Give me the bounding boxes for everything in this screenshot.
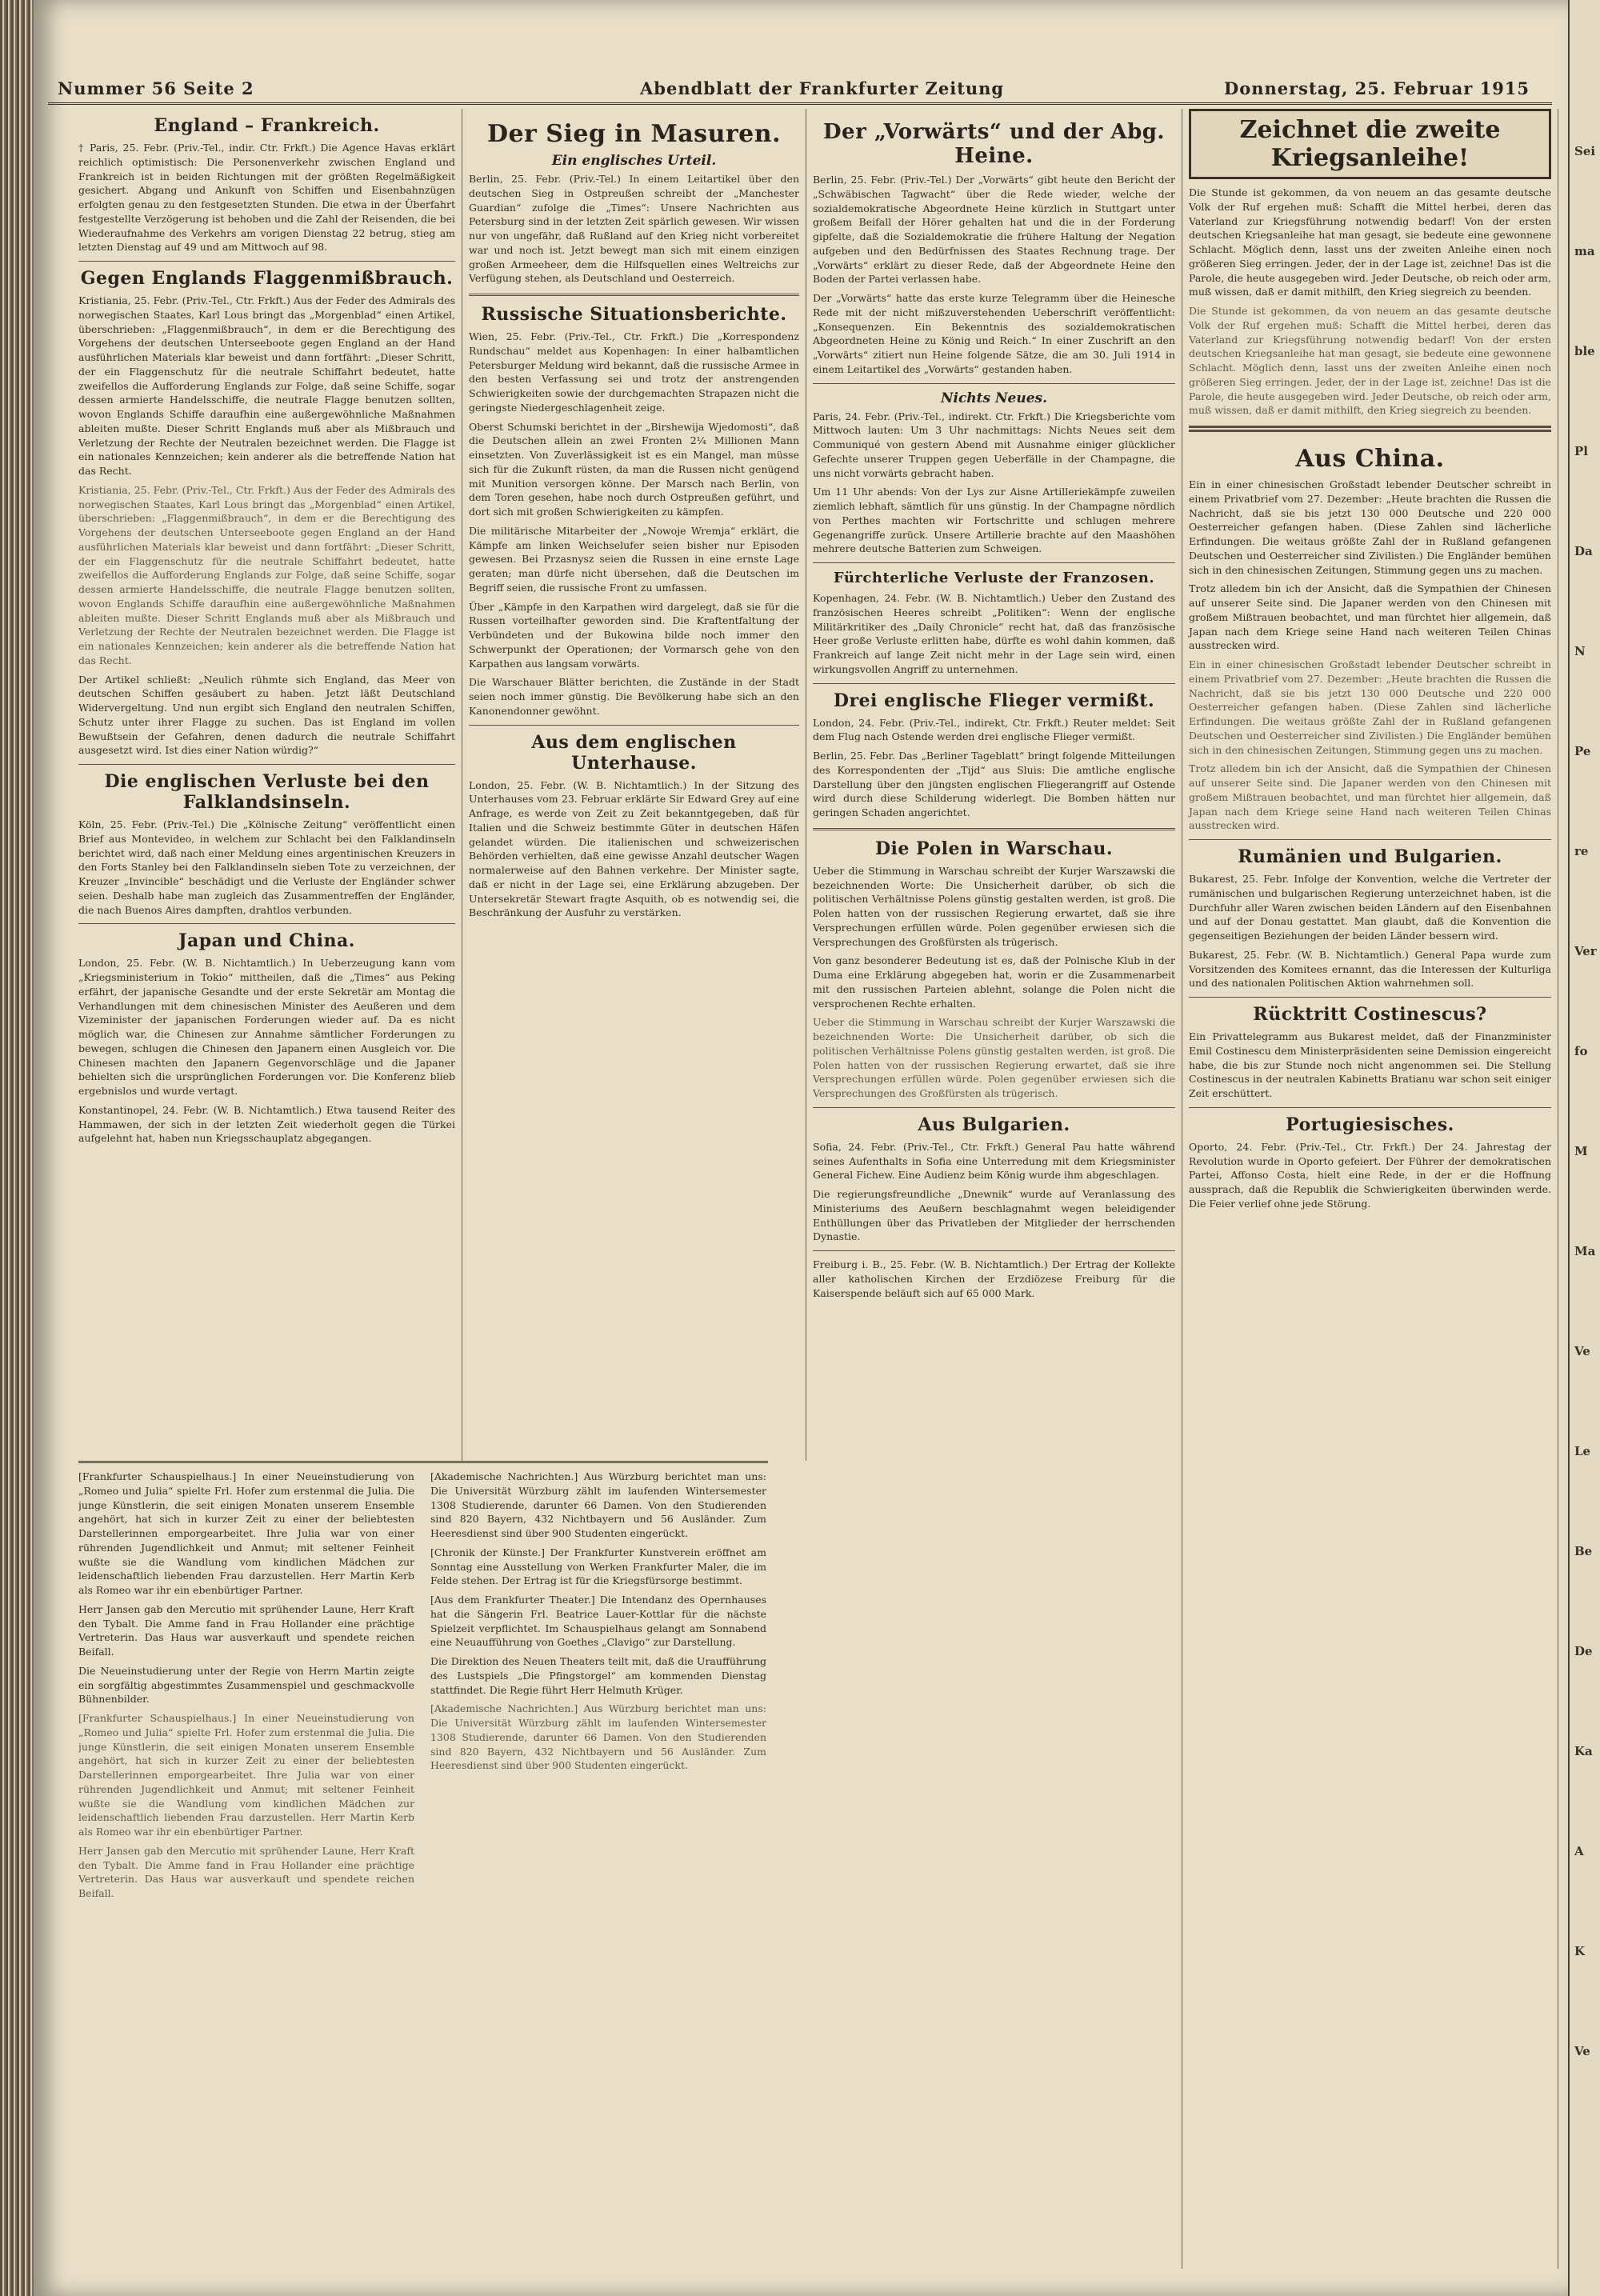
divider — [813, 828, 1175, 830]
heading-bulgarien: Aus Bulgarien. — [918, 1114, 1070, 1135]
article-kriegsanleihe-cont: Die Stunde ist gekommen, da von neuem an das gesamte deutsche Volk der Ruf ergehen muß: Schafft die Mittel herbei, deren das Vaterland zur Kriegsführung notwendig bedarf! Von der ersten deutschen Kriegsanleihe hat man gesagt, sie bedeute eine gewonnene Schlacht. Möglich denn, lasst uns der zweiten Anleihe einen noch größeren Sieg erringen. Jeder, der in der Lage ist, zeichne! Das ist die Parole, die heute ausgegeben wird. Jeder Deutsche, ob reich oder arm, muß wissen, daß er damit mithilft, den Krieg siegreich zu beenden. — [1189, 305, 1551, 417]
article-rumaenien-2: Bukarest, 25. Febr. (W. B. Nichtamtlich.) General Papa wurde zum Vorsitzenden des Komitees ernannt, das die Interessen der Kulturliga und des nationalen Politischen Aktion wahrnehmen soll. — [1189, 948, 1551, 990]
heading-unterhaus: Aus dem englischen Unterhause. — [531, 731, 737, 774]
feuilleton-column-2 — [430, 1470, 766, 2270]
next-page-fragment: K — [1574, 1944, 1586, 1958]
heading-verluste: Fürchterliche Verluste der Franzosen. — [833, 570, 1155, 586]
article-flieger-2: Berlin, 25. Febr. Das „Berliner Tageblatt“ bringt folgende Mitteilungen des Korrespondenten der „Tijd“ aus Sluis: Die amtliche englische Darstellung über den jüngsten englischen Fliegerangriff auf Ostende wird durch diese Schilderung widerlegt. Die Bomben hätten nur geringen Schaden angerichtet. — [813, 750, 1175, 818]
feuilleton-theater: [Aus dem Frankfurter Theater.] Die Intendanz des Opernhauses hat die Sängerin Frl. Beatrice Lauer-Kottlar für die nächste Spielzeit verpflichtet. Im Schauspielhaus gelangt am Sonnabend eine Neuaufführung von Goethes „Clavigo“ zur Darstellung. — [430, 1594, 766, 1649]
column-4 — [1182, 109, 1558, 2269]
book-binding — [0, 0, 34, 2296]
next-page-fragment: Ver — [1574, 944, 1597, 958]
divider — [469, 725, 799, 726]
subheading-urteil: Ein englisches Urteil. — [551, 153, 717, 169]
article-england: † Paris, 25. Febr. (Priv.-Tel., indir. Ctr. Frkft.) Die Agence Havas erklärt reichlich optimistisch: Die Personenverkehr zwischen England und Frankreich ist in beiden Richtungen mit der größten Regelmäßigkeit gesichert. Abgang und Ankunft von Schiffen und Eisenbahnzügen erfolgten genau zu den festgesetzten Stunden. Die etwa in der Überfahrt festgestellte Verzögerung ist behoben und die Zahl der Reisenden, die bei Wiederaufnahme des Verkehrs am vorigen Dienstag 22 betrug, stieg am letzten Dienstag auf 49 und am Mittwoch auf 98. — [78, 142, 455, 254]
column-1 — [72, 109, 462, 1461]
page-number: Nummer 56 Seite 2 — [58, 78, 254, 98]
article-unterhaus: London, 25. Febr. (W. B. Nichtamtlich.) In der Sitzung des Unterhauses vom 23. Februar erklärte Sir Edward Grey auf eine Anfrage, es werde von Zeit zu Zeit bekanntgegeben, daß für Italien und die Schweiz bestimmte Güter in deutschen Häfen gelandet würden. Die italienischen und schweizerischen Behörden verhielten, daß eine gewisse Anzahl deutscher Wagen normalerweise auf den Bahnen verkehre. Der Minister sagte, daß er nicht in der Lage sei, eine Erklärung abzugeben. Der Untersekretär Stewart fragte Asquith, ob es notwendig sei, die Beschränkung der Ausfuhr zu verstärken. — [469, 778, 799, 919]
heading-nichts-neues: Nichts Neues. — [940, 390, 1048, 406]
heading-vorwaerts: Der „Vorwärts“ und der Abg. Heine. — [823, 120, 1165, 168]
article-russ-5: Die Warschauer Blätter berichten, die Zustände in der Stadt seien noch immer günstig. Die Bevölkerung habe sich an den Kanonendonner gewöhnt. — [469, 676, 799, 717]
divider — [1189, 839, 1551, 840]
article-russ-3: Die militärische Mitarbeiter der „Nowoje Wremja“ erklärt, die Kämpfe am linken Weichselufer seien bisher nur Episoden gewesen. Bei Przasnysz seien die Russen in eine ernste Lage geraten; man dürfe nicht übersehen, daß die Deutschen im Begriff seien, die russische Front zu umfassen. — [469, 524, 799, 594]
next-page-fragment: re — [1574, 844, 1589, 858]
next-page-fragment: N — [1574, 644, 1586, 658]
next-page-fragment: Ma — [1574, 1244, 1596, 1258]
feuilleton-akademisch: [Akademische Nachrichten.] Aus Würzburg berichtet man uns: Die Universität Würzburg zählt im laufenden Wintersemester 1308 Studierende, darunter 66 Damen. Von den Studierenden sind 820 Bayern, 432 Nichtbayern und 56 Ausländer. Zum Heeresdienst sind über 900 Studenten eingerückt. — [430, 1470, 766, 1539]
divider — [1189, 426, 1551, 432]
feuilleton-section — [78, 1461, 768, 2279]
feuilleton-neues-theater: Die Direktion des Neuen Theaters teilt mit, daß die Uraufführung des Lustspiels „Die Pfingstorgel“ am kommenden Dienstag stattfindet. Die Regie führt Herr Helmuth Krüger. — [430, 1655, 766, 1696]
heading-polen: Die Polen in Warschau. — [874, 838, 1114, 859]
newspaper-title: Abendblatt der Frankfurter Zeitung — [640, 78, 1005, 98]
article-china-2: Trotz alledem bin ich der Ansicht, daß die Sympathien der Chinesen auf unserer Seite sind. Die Japaner werden von den Chinesen mit großem Mißtrauen beobachtet, und man fürchtet hier allgemein, daß Japan nach dem Kriege seine Hand nach weiteren Teilen Chinas ausstrecken wird. — [1189, 582, 1551, 652]
article-polen-3: Ueber die Stimmung in Warschau schreibt der Kurjer Warszawski die bezeichnenden Worte: Die Unsicherheit darüber, ob sich die politischen Verhältnisse Polens günstig gestalten werden, ist groß. Die Polen hatten von der russischen Regierung erwartet, daß sie ihre Versprechungen erfüllen würde. Polen gegenüber erwiesen sich die Versprechungen des Großfürsten als trügerisch. — [813, 1016, 1175, 1099]
article-freiburg: Freiburg i. B., 25. Febr. (W. B. Nichtamtlich.) Der Ertrag der Kollekte aller katholischen Kirchen der Erzdiözese Freiburg für die Kaiserspende beläuft sich auf 65 000 Mark. — [813, 1258, 1175, 1299]
column-3 — [806, 109, 1182, 2269]
kriegsanleihe-banner: Zeichnet die zweite Kriegsanleihe! — [1189, 109, 1551, 179]
next-page-fragment: Be — [1574, 1544, 1593, 1558]
article-china-1: Ein in einer chinesischen Großstadt lebender Deutscher schreibt in einem Privatbrief vom 27. Dezember: „Heute brachten die Russen die Nachricht, daß sie bis jetzt 130 000 Deutsche und 220 000 Oesterreicher gefangen haben. (Diese Zahlen sind lächerliche Erfindungen. Die weitaus größte Zahl der in Rußland gefangenen Deutschen und Oesterreicher sind Zivilisten.) Die Engländer bemühen sich in den chinesischen Zeitungen, Stimmung gegen uns zu machen. — [1189, 478, 1551, 576]
article-japan-china: London, 25. Febr. (W. B. Nichtamtlich.) In Ueberzeugung kann vom „Kriegsministerium in Tokio“ mittheilen, daß die „Times“ aus Peking erfährt, der japanische Gesandte und der erste Sekretär am Montag die Verhandlungen mit dem chinesischen Minister des Aeußeren und dem Vizeminister der japanischen Forderungen wieder auf. Da es nicht möglich war, die Chinesen zur Annahme sämtlicher Forderungen zu bewegen, schlugen die Chinesen den Japanern einen Ausgleich vor. Die Chinesen machten den Japanern Gegenvorschläge und die Japaner behielten sich die ursprünglichen Forderungen vor. Die Konferenz blieb ergebnislos und wurde vertagt. — [78, 957, 455, 1097]
heading-falkland: Die englischen Verluste bei den Falklandsinseln. — [104, 771, 430, 813]
article-vorwaerts-2: Der „Vorwärts“ hatte das erste kurze Telegramm über die Heinesche Rede mit der nicht mißzuverstehenden Ueberschrift veröffentlicht: „Konsequenzen. Ein Bekenntnis des sozialdemokratischen Abgeordneten Heine zu König und Reich.“ In einer Zuschrift an den „Vorwärts“ zitiert nun Heine folgende Sätze, die am 30. Juli 1914 in einem Leitartikel des „Vorwärts“ gestanden haben. — [813, 292, 1175, 375]
next-page-fragment: De — [1574, 1644, 1593, 1658]
divider — [813, 683, 1175, 684]
heading-china: Aus China. — [1295, 445, 1445, 473]
newspaper-page — [34, 0, 1568, 2296]
article-flaggen-cont: Kristiania, 25. Febr. (Priv.-Tel., Ctr. Frkft.) Aus der Feder des Admirals des norwegischen Staates, Karl Lous bringt das „Morgenblad“ einen Artikel, überschrieben: „Flaggenmißbrauch“, in dem er die Berechtigung des Vorgehens der deutschen Unterseeboote gegen England an der Hand ausführlichen Materials klar beweist und dann fortfährt: „Dieser Schritt, der ein Flaggenschutz für die neutrale Schiffahrt bedeutet, hatte zweifellos die Aufforderung Englands zur Folge, daß seine Schiffe, sogar dessen armierte Handelsschiffe, die neutrale Flagge benutzen sollten, wovon Englands Schiffe daraufhin eine außergewöhnliche Maßnahmen ableiten mußte. Dieser Schritt Englands muß aber als Mißbrauch und Verletzung der Rechte der Neutralen bezeichnet werden. Die Flagge ist ein nationales Kennzeichen; kein anderer als die betreffende Nation hat das Recht. — [78, 483, 455, 666]
feuilleton-column-1 — [78, 1470, 414, 2270]
heading-flieger: Drei englische Flieger vermißt. — [833, 690, 1155, 711]
article-russ-2: Oberst Schumski berichtet in der „Birshewija Wjedomosti“, daß die Deutschen allein an zwei Fronten 2¼ Millionen Mann einsetzten. Von Zuverlässigkeit ist es ein Mangel, man müsse sich für die Zukunft rüsten, da man die Russen nicht genügend mit Munition versorgen könne. Der Marsch nach Berlin, von dem Toren gesehen, habe noch durch Ostpreußen geführt, und dort sich mit großen Schwierigkeiten zu kämpfen. — [469, 420, 799, 518]
article-kriegsanleihe: Die Stunde ist gekommen, da von neuem an das gesamte deutsche Volk der Ruf ergehen muß: Schafft die Mittel herbei, deren das Vaterland zur Kriegsführung notwendig bedarf! Von der ersten deutschen Kriegsanleihe hat man gesagt, sie bedeute eine gewonnene Schlacht. Möglich denn, lasst uns der zweiten Anleihe einen noch größeren Sieg erringen. Jeder, der in der Lage ist, zeichne! Das ist die Parole, die heute ausgegeben wird. Jeder Deutsche, ob reich oder arm, muß wissen, daß er damit mithilft, den Krieg siegreich zu beenden. — [1189, 186, 1551, 298]
next-page-fragment: ble — [1574, 344, 1595, 358]
divider — [1189, 997, 1551, 998]
article-portugiesisches: Oporto, 24. Febr. (Priv.-Tel., Ctr. Frkft.) Der 24. Jahrestag der Revolution wurde in Oporto gefeiert. Der Führer der demokratischen Partei, Affonso Costa, hielt eine Rede, in der er die Hoffnung aussprach, daß die Republik die Schwierigkeiten überwinden werde. Die Feier verlief ohne jede Störung. — [1189, 1140, 1551, 1210]
feuilleton-schauspielhaus-3: Die Neueinstudierung unter der Regie von Herrn Martin zeigte ein sorgfältig abgestimmtes Zusammenspiel und geschmackvolle Bühnenbilder. — [78, 1664, 414, 1706]
heading-costinescu: Rücktritt Costinescus? — [1253, 1004, 1487, 1025]
divider — [813, 383, 1175, 384]
divider — [813, 1250, 1175, 1251]
article-bulgarien-2: Die regierungsfreundliche „Dnewnik“ wurde auf Veranlassung des Ministeriums des Aeußern beschlagnahmt wegen beleidigender Enthüllungen über das Privatleben der Mitglieder der herrschenden Dynastie. — [813, 1188, 1175, 1243]
article-falkland: Köln, 25. Febr. (Priv.-Tel.) Die „Kölnische Zeitung“ veröffentlicht einen Brief aus Montevideo, in welchem zur Schlacht bei den Falklandinseln berichtet wird, daß nach einer Meldung eines argentinischen Kreuzers in den Forts Stanley bei den Falklandinseln sieben Tote zu verzeichnen, der Kreuzer „Invincible“ beschädigt und die Verluste der Engländer schwer seien. Deshalb habe man zugleich das Zusammentreffen der Engländer, die nach Buenos Aires dampften, drahtlos verbunden. — [78, 818, 455, 916]
article-polen-1: Ueber die Stimmung in Warschau schreibt der Kurjer Warszawski die bezeichnenden Worte: Die Unsicherheit darüber, ob sich die politischen Verhältnisse Polens günstig gestalten werden, ist groß. Die Polen hatten von der russischen Regierung erwartet, daß sie ihre Versprechungen erfüllen würde. Polen gegenüber erwiesen sich die Versprechungen des Großfürsten als trügerisch. — [813, 864, 1175, 948]
next-page-fragment: Da — [1574, 544, 1593, 558]
article-konstantinopel: Konstantinopel, 24. Febr. (W. B. Nichtamtlich.) Etwa tausend Reiter des Hammawen, der sich in der letzten Zeit wiederholt gegen die Türkei aufgelehnt hat, haben nun Kriegsschauplatz abgegangen. — [78, 1103, 455, 1145]
heading-portugiesisches: Portugiesisches. — [1286, 1114, 1454, 1135]
heading-japan-china: Japan und China. — [178, 930, 355, 952]
article-vorwaerts-1: Berlin, 25. Febr. (Priv.-Tel.) Der „Vorwärts“ gibt heute den Bericht der „Schwäbischen Tagwacht“ über die Rede wieder, welche der sozialdemokratische Abgeordnete Heine kürzlich in Stuttgart unter großem Beifall der Hörer gehalten hat und die in der Forderung gipfelte, daß die Sozialdemokratie die frühere Haltung der Negation aufgeben und den Bedürfnissen des Staates Rechnung trage. Der „Vorwärts“ erklärt zu dieser Rede, daß der Abgeordnete Heine den Boden der Partei verlassen habe. — [813, 174, 1175, 286]
column-2 — [462, 109, 806, 1461]
feuilleton-cont: [Frankfurter Schauspielhaus.] In einer Neueinstudierung von „Romeo und Julia“ spielte Frl. Hofer zum erstenmal die Julia. Die junge Künstlerin, die seit einigen Monaten unserem Ensemble angehört, hat sich in kurzer Zeit zu einer der beliebtesten Darstellerinnen emporgearbeitet. Ihre Julia war von einer rührenden Jugendlichkeit und Anmut; mit seltener Feinheit wußte sie die Wandlung vom kindlichen Mädchen zur leidenschaftlich liebenden Frau darzustellen. Herr Martin Kerb als Romeo war ihr ein ebenbürtiger Partner. — [78, 1712, 414, 1838]
next-page-fragment: A — [1574, 1844, 1584, 1858]
divider — [813, 562, 1175, 563]
heading-flaggen: Gegen Englands Flaggenmißbrauch. — [80, 268, 454, 289]
article-urteil: Berlin, 25. Febr. (Priv.-Tel.) In einem Leitartikel über den deutschen Sieg in Ostpreußen schreibt der „Manchester Guardian“ zufolge die „Times“: Unsere Nachrichten aus Petersburg sind in der letzten Zeit spärlich gewesen. Wir wissen nur von ungefähr, daß Rußland auf den Krieg nicht vorbereitet war und noch ist. Jetzt bewegt man sich mit einem einzigen großen Armeeheer, dem die Hilfsquellen eines Weltreichs zur Verfügung stehen, als Deutschland und Oesterreich. — [469, 173, 799, 285]
next-page-edge — [1568, 0, 1600, 2296]
next-page-fragment: ma — [1574, 244, 1595, 258]
divider — [813, 1107, 1175, 1108]
article-flaggen: Kristiania, 25. Febr. (Priv.-Tel., Ctr. Frkft.) Aus der Feder des Admirals des norwegischen Staates, Karl Lous bringt das „Morgenblad“ einen Artikel, überschrieben: „Flaggenmißbrauch“, in dem er die Berechtigung des Vorgehens der deutschen Unterseeboote gegen England an der Hand ausführlichen Materials klar beweist und dann fortfährt: „Dieser Schritt, der ein Flaggenschutz für die neutrale Schiffahrt bedeutet, hatte zweifellos die Aufforderung Englands zur Folge, daß seine Schiffe, sogar dessen armierte Handelsschiffe, die neutrale Flagge benutzen sollten, wovon Englands Schiffe daraufhin eine außergewöhnliche Maßnahmen ableiten mußte. Dieser Schritt Englands muß aber als Mißbrauch und Verletzung der Rechte der Neutralen bezeichnet werden. Die Flagge ist ein nationales Kennzeichen; kein anderer als die betreffende Nation hat das Recht. — [78, 294, 455, 477]
article-nichts-1: Paris, 24. Febr. (Priv.-Tel., indirekt. Ctr. Frkft.) Die Kriegsberichte vom Mittwoch lauten: Um 3 Uhr nachmittags: Nichts Neues seit dem Communiqué von gestern Abend mit Ausnahme einiger glücklicher Gefechte unserer Truppen gegen Ueberfälle in der Champagne, die uns nicht vorwärts gebracht haben. — [813, 410, 1175, 479]
article-verluste: Kopenhagen, 24. Febr. (W. B. Nichtamtlich.) Ueber den Zustand des französischen Heeres schreibt „Politiken“: Wenn der englische Militärkritiker des „Daily Chronicle“ recht hat, daß das französische Heer große Verluste erlitten habe, dürfte es wohl dahin kommen, daß Frankreich auf lange Zeit nicht mehr in der Lage sein wird, einen wirkungsvollen Angriff zu unternehmen. — [813, 592, 1175, 675]
article-flieger-1: London, 24. Febr. (Priv.-Tel., indirekt, Ctr. Frkft.) Reuter meldet: Seit dem Flug nach Ostende werden drei englische Flieger vermißt. — [813, 716, 1175, 743]
next-page-fragment: Pl — [1574, 444, 1588, 458]
next-page-fragment: Le — [1574, 1444, 1591, 1458]
feuilleton-schauspielhaus: [Frankfurter Schauspielhaus.] In einer Neueinstudierung von „Romeo und Julia“ spielte Frl. Hofer zum erstenmal die Julia. Die junge Künstlerin, die seit einigen Monaten unserem Ensemble angehört, hat sich in kurzer Zeit zu einer der beliebtesten Darstellerinnen emporgearbeitet. Ihre Julia war von einer rührenden Jugendlichkeit und Anmut; mit seltener Feinheit wußte sie die Wandlung vom kindlichen Mädchen zur leidenschaftlich liebenden Frau darzustellen. Herr Martin Kerb als Romeo war ihr ein ebenbürtiger Partner. — [78, 1470, 414, 1596]
divider — [1189, 1107, 1551, 1108]
article-bulgarien-1: Sofia, 24. Febr. (Priv.-Tel., Ctr. Frkft.) General Pau hatte während seines Aufenthalts in Sofia eine Unterredung mit dem Kriegsminister General Fichew. Eine Audienz beim König wurde ihm abgeschlagen. — [813, 1140, 1175, 1182]
article-rumaenien-1: Bukarest, 25. Febr. Infolge der Konvention, welche die Vertreter der rumänischen und bulgarischen Regierung unterzeichnet haben, ist die Durchfuhr aller Waren zwischen beiden Ländern auf den Eisenbahnen und auf der Donau gestattet. Man glaubt, daß die Konvention die gegenseitigen Beziehungen der beiden Länder bessern wird. — [1189, 873, 1551, 942]
article-china-4: Trotz alledem bin ich der Ansicht, daß die Sympathien der Chinesen auf unserer Seite sind. Die Japaner werden von den Chinesen mit großem Mißtrauen beobachtet, und man fürchtet hier allgemein, daß Japan nach dem Kriege seine Hand nach weiteren Teilen Chinas ausstrecken wird. — [1189, 762, 1551, 832]
article-russ-4: Über „Kämpfe in den Karpathen wird dargelegt, daß sie für die Russen vorteilhafter geworden sind. Die Kraftentfaltung der Verbündeten und der Bukowina bilde noch immer den Schwerpunkt der Operationen; der Vormarsch gehe von den Karpathen aus langsam vorwärts. — [469, 600, 799, 670]
article-nichts-2: Um 11 Uhr abends: Von der Lys zur Aisne Artilleriekämpfe zuweilen ziemlich lebhaft, sämtlich für uns günstig. In der Champagne nördlich von Perthes machten wir Fortschritte und schlugen mehrere Gegenangriffe zurück. Unsere Artillerie brachte auf den Maashöhen mehrere deutsche Batterien zum Schweigen. — [813, 486, 1175, 555]
issue-date: Donnerstag, 25. Februar 1915 — [1224, 78, 1530, 98]
next-page-fragment: Ve — [1574, 2044, 1590, 2058]
divider — [78, 923, 455, 924]
heading-sieg-masuren: Der Sieg in Masuren. — [486, 120, 782, 148]
article-china-3: Ein in einer chinesischen Großstadt lebender Deutscher schreibt in einem Privatbrief vom 27. Dezember: „Heute brachten die Russen die Nachricht, daß sie bis jetzt 130 000 Deutsche und 220 000 Oesterreicher gefangen haben. (Diese Zahlen sind lächerliche Erfindungen. Die weitaus größte Zahl der in Rußland gefangenen Deutschen und Oesterreicher sind Zivilisten.) Die Engländer bemühen sich in den chinesischen Zeitungen, Stimmung gegen uns zu machen. — [1189, 658, 1551, 756]
next-page-fragment: fo — [1574, 1044, 1588, 1058]
feuilleton-chronik: [Chronik der Künste.] Der Frankfurter Kunstverein eröffnet am Sonntag eine Ausstellung von Werken Frankfurter Maler, die im Felde stehen. Der Ertrag ist für die Kriegsfürsorge bestimmt. — [430, 1546, 766, 1587]
next-page-fragment: Ka — [1574, 1744, 1593, 1758]
heading-england: England – Frankreich. — [154, 115, 380, 136]
article-polen-2: Von ganz besonderer Bedeutung ist es, daß der Polnische Klub in der Duma eine Erklärung abgegeben hat, worin er die Zusammenarbeit mit den russischen Parteien ablehnt, solange die Polen nicht die versprochenen Rechte erhalten. — [813, 954, 1175, 1010]
next-page-fragment: M — [1574, 1144, 1588, 1158]
divider — [78, 764, 455, 765]
next-page-fragment: Pe — [1574, 744, 1591, 758]
divider — [78, 261, 455, 262]
heading-rumaenien: Rumänien und Bulgarien. — [1238, 846, 1502, 867]
divider — [469, 294, 799, 296]
next-page-fragment: Sei — [1574, 144, 1596, 158]
heading-russische-berichte: Russische Situationsberichte. — [481, 304, 787, 325]
next-page-fragment: Ve — [1574, 1344, 1590, 1358]
feuilleton-cont-3: [Akademische Nachrichten.] Aus Würzburg berichtet man uns: Die Universität Würzburg zählt im laufenden Wintersemester 1308 Studierende, darunter 66 Damen. Von den Studierenden sind 820 Bayern, 432 Nichtbayern und 56 Ausländer. Zum Heeresdienst sind über 900 Studenten eingerückt. — [430, 1702, 766, 1772]
feuilleton-schauspielhaus-2: Herr Jansen gab den Mercutio mit sprühender Laune, Herr Kraft den Tybalt. Die Amme fand in Frau Hollander eine prächtige Vertreterin. Das Haus war ausverkauft und spendete reichen Beifall. — [78, 1602, 414, 1658]
article-russ-1: Wien, 25. Febr. (Priv.-Tel., Ctr. Frkft.) Die „Korrespondenz Rundschau“ meldet aus Kopenhagen: In einer halbamtlichen Petersburger Meldung wird bekannt, daß die russische Armee in den besten Verfassung sei und trotz der anstrengenden Schwierigkeiten sowie der durchgemachten Strapazen nicht die geringste Niedergeschlagenheit zeige. — [469, 330, 799, 414]
article-flaggen-end: Der Artikel schließt: „Neulich rühmte sich England, das Meer von deutschen Schiffen gesäubert zu haben. Jetzt läßt Deutschland Widervergeltung. Und nun ergibt sich England den neutralen Schiffen, Schutz unter ihrer Flagge zu suchen. Das ist England im vollen Bewußtsein der Gefahren, denen dadurch die neutrale Schiffahrt ausgesetzt wird. Ist dies einer Nation würdig?“ — [78, 673, 455, 757]
article-costinescu: Ein Privattelegramm aus Bukarest meldet, daß der Finanzminister Emil Costinescu dem Ministerpräsidenten seine Demission eingereicht habe, die bis zur Stunde noch nicht angenommen sei. Die Stellung Costinescus in der neutralen Kabinetts Bratianu war schon seit einiger Zeit erschüttert. — [1189, 1030, 1551, 1099]
masthead — [48, 77, 1552, 105]
feuilleton-cont-2: Herr Jansen gab den Mercutio mit sprühender Laune, Herr Kraft den Tybalt. Die Amme fand in Frau Hollander eine prächtige Vertreterin. Das Haus war ausverkauft und spendete reichen Beifall. — [78, 1844, 414, 1899]
